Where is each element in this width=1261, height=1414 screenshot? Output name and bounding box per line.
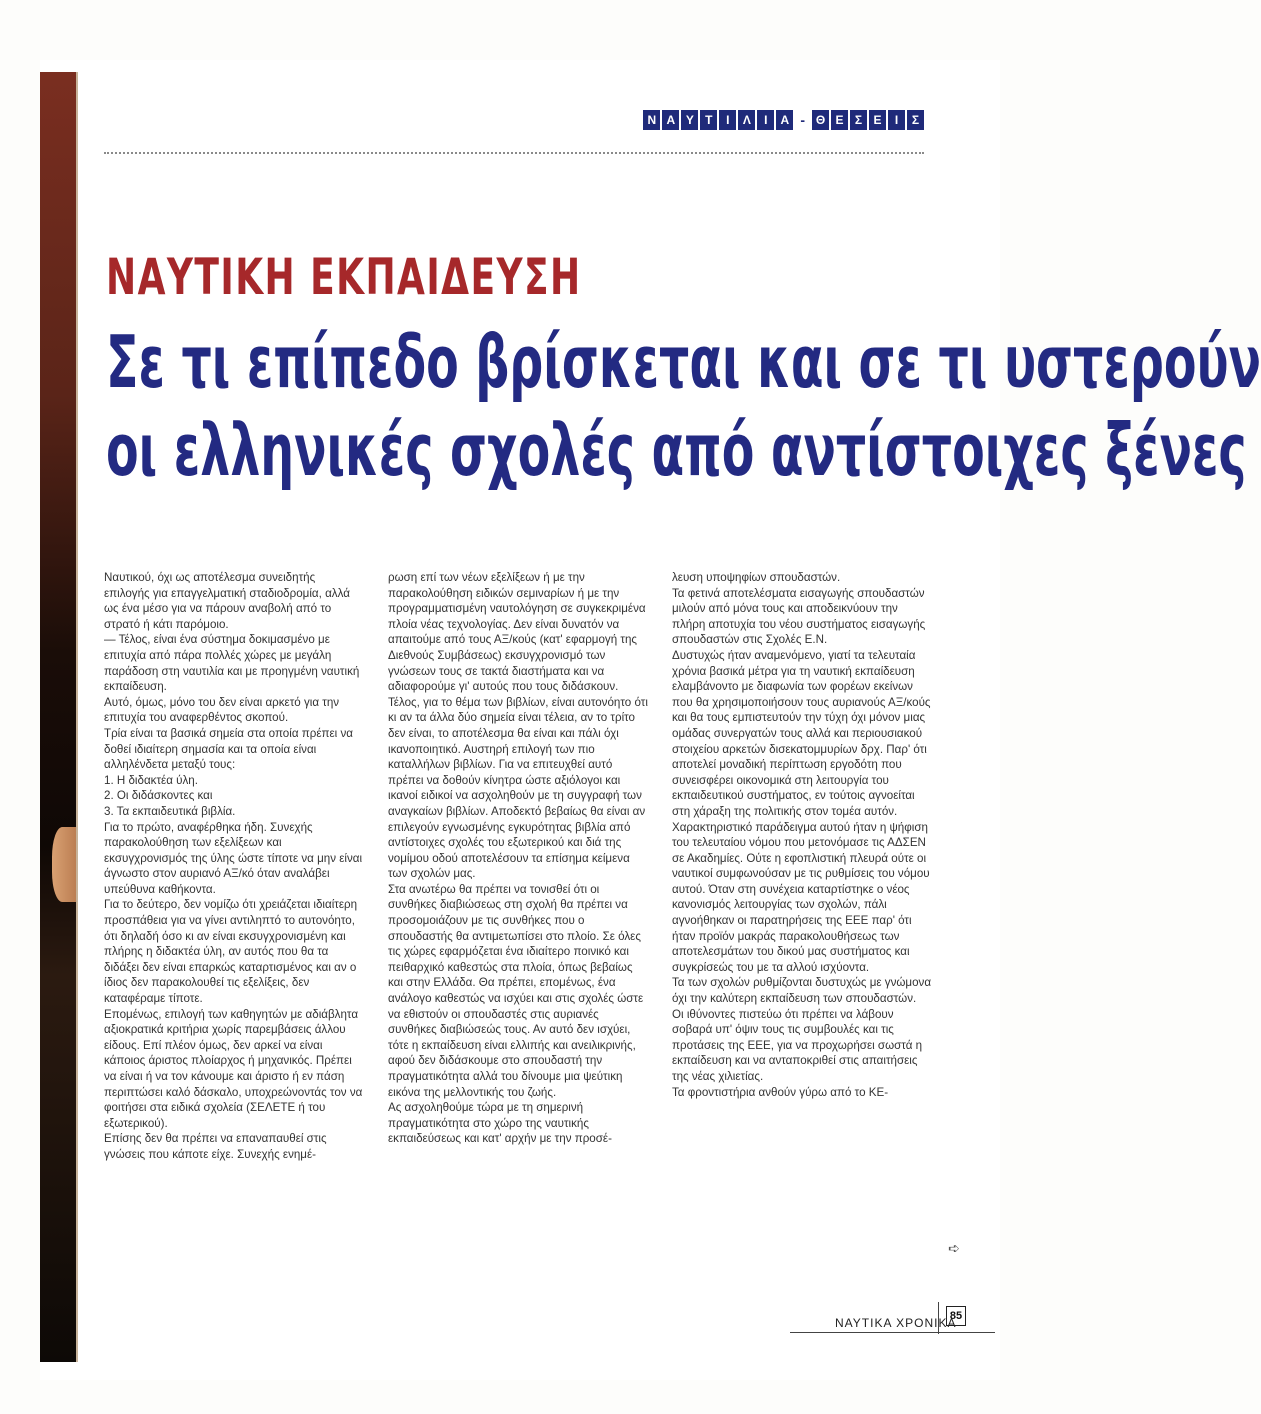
section-left-letter: Α [776, 110, 793, 130]
headline [106, 318, 1261, 494]
footer [760, 1300, 995, 1330]
paragraph: Στα ανωτέρω θα πρέπει να τονισθεί ότι οι συνθήκες διαβιώσεως στη σχολή θα πρέπει να προσομοιάζουν με τις συνθήκες που ο σπουδαστής θα αντιμετωπίσει στο πλοίο. Σε όλες τις χώρες εφαρμόζεται ένα ιδιαίτερο ποινικό και πειθαρχικό καθεστώς στα πλοία, όπως βεβαίως και στην Ελλάδα. Θα πρέπει, επομένως, ένα ανάλογο καθεστώς να ισχύει και στις σχολές ώστε να εθιστούν οι σπουδαστές στις αυριανές συνθήκες διαβιώσεώς τους. Αν αυτό δεν ισχύει, τότε η εκπαίδευση είναι ελλιπής και ανειλικρινής, αφού δεν διδάσκουμε στο σπουδαστή την πραγματικότητα αλλά του δίνουμε μια ψεύτικη εικόνα της μελλοντικής του ζωής. [388, 882, 644, 1099]
column-2 [388, 570, 648, 1275]
paragraph: Οι ιθύνοντες πιστεύω ότι πρέπει να λάβουν σοβαρά υπ' όψιν τους τις συμβουλές και τις προτάσεις της ΕΕΕ, για να προχωρήσει σωστά η εκπαίδευση και να ανταποκριθεί στις απαιτήσεις της νέας χιλιετίας. [672, 1007, 923, 1083]
dotted-rule [104, 152, 924, 154]
paragraph: Για το πρώτο, αναφέρθηκα ήδη. Συνεχής παρακολούθηση των εξελίξεων και εκσυγχρονισμός της ύλης ώστε τίποτε να μην είναι άγνωστο στον αυριανό ΑΞ/κό όταν αναλάβει υπεύθυνα καθήκοντα. [104, 820, 363, 896]
paragraph: Χαρακτηριστικό παράδειγμα αυτού ήταν η ψήφιση του τελευταίου νόμου που μετονόμασε τις ΑΔΣΕΝ σε Ακαδημίες. Ούτε η εφοπλιστική πλευρά ούτε οι ναυτικοί συμφωνούσαν με τις ρυθμίσεις του νόμου αυτού. Όταν στη συνέχεια καταρτίστηκε ο νέος κανονισμός λειτουργίας των σχολών, πάλι αγνοήθηκαν οι παρατηρήσεις της ΕΕΕ παρ' ότι ήταν προϊόν μακράς παρακολουθήσεως των αποτελεσμάτων του δικού μας συστήματος και συγκρίσεώς του με τα αλλού ισχύοντα. [672, 820, 930, 974]
paragraph: Ναυτικού, όχι ως αποτέλεσμα συνειδητής επιλογής για επαγγελματική σταδιοδρομία, αλλά ως ένα μέσο για να πάρουν αναβολή από το στρατό ή κάτι παρόμοιο. [104, 571, 350, 631]
section-right-letter: Σ [907, 110, 924, 130]
paragraph: Επομένως, επιλογή των καθηγητών με αδιάβλητα αξιοκρατικά κριτήρια χωρίς παρεμβάσεις άλλου είδους. Επί πλέον όμως, δεν αρκεί να είναι κάποιος άριστος πλοίαρχος ή μηχανικός. Πρέπει να είναι ή να τον κάνουμε και άριστο ή εν πάση περιπτώσει καλό δάσκαλο, υποχρεώνοντάς τον να φοιτήσει στα ειδικά σχολεία (ΣΕΛΕΤΕ ή του εξωτερικού). [104, 1007, 363, 1130]
column-3 [672, 570, 932, 1275]
paragraph: 2. Οι διδάσκοντες και [104, 789, 213, 803]
paragraph: Δυστυχώς ήταν αναμενόμενο, γιατί τα τελευταία χρόνια βασικά μέτρα για τη ναυτική εκπαίδευση ελαμβάνοντο με διαφωνία των φορέων εκείνων που θα χρησιμοποιήσουν τους αυριανούς ΑΞ/κούς και θα τους εμπιστευτούν την τύχη όχι μόνον μιας ομάδας συνεργατών τους αλλά και περιουσιακού στοιχείου αρκετών δισεκατομμυρίων δρχ. Παρ' ότι αποτελεί μοναδική περίπτωση εργοδότη που συνεισφέρει οικονομικά στη λειτουργία του εκπαιδευτικού συστήματος, εν τούτοις αγνοείται στη χάραξη της πολιτικής στον τομέα αυτόν. [672, 648, 931, 818]
section-left-letter: Τ [700, 110, 717, 130]
section-right-letter: Ι [888, 110, 905, 130]
paragraph: Τα των σχολών ρυθμίζονται δυστυχώς με γνώμονα όχι την καλύτερη εκπαίδευση των σπουδαστών. [672, 976, 932, 1006]
section-left-letter: Υ [681, 110, 698, 130]
page-number: 85 [946, 1306, 966, 1326]
footer-divider [938, 1302, 939, 1334]
paragraph: Αυτό, όμως, μόνο του δεν είναι αρκετό για την επιτυχία του αναφερθέντος σκοπού. [104, 695, 340, 725]
paragraph: 1. Η διδακτέα ύλη. [104, 773, 198, 787]
section-left-letter: Ι [757, 110, 774, 130]
photo-edge [76, 72, 78, 1362]
article-body [104, 570, 932, 1275]
section-right-letter: Θ [812, 110, 829, 130]
section-left-letter: Α [662, 110, 679, 130]
section-left-letter: Ν [643, 110, 660, 130]
paragraph: Για το δεύτερο, δεν νομίζω ότι χρειάζεται ιδιαίτερη προσπάθεια για να γίνει αντιληπτό το αυτονόητο, ότι δηλαδή όσο κι αν είναι εκσυγχρονισμένη και πλήρης η διδακτέα ύλη, αν αυτός που θα τα διδάξει δεν είναι επαρκώς καταρτισμένος και αν ο ίδιος δεν παρακολουθεί τις εξελίξεις, δεν καταφέραμε τίποτε. [104, 898, 358, 1006]
paragraph: 3. Τα εκπαιδευτικά βιβλία. [104, 804, 236, 818]
column-1 [104, 570, 364, 1275]
paragraph: Επίσης δεν θα πρέπει να επαναπαυθεί στις γνώσεις που κάποτε είχε. Συνεχής ενημέ- [104, 1132, 327, 1161]
paragraph: Τέλος, για το θέμα των βιβλίων, είναι αυτονόητο ότι κι αν τα άλλα δύο σημεία είναι τέλεια, αν το τρίτο δεν είναι, το αποτέλεσμα θα είναι και πάλι όχι ικανοποιητικό. Αυστηρή επιλογή των πιο καταλλήλων βιβλίων. Για να επιτευχθεί αυτό πρέπει να δοθούν κίνητρα ώστε αξιόλογοι και ικανοί ειδικοί να ασχοληθούν με τη συγγραφή των αναγκαίων βιβλίων. Αποδεκτό βεβαίως θα είναι αν επιλεγούν εγνωσμένης εγκυρότητας βιβλία από αντίστοιχες σχολές του εξωτερικού και διά της νομίμου οδού αποτελέσουν τα επίσημα κείμενα των σχολών μας. [388, 695, 648, 881]
section-separator: - [800, 112, 805, 128]
paragraph: λευση υποψηφίων σπουδαστών. [672, 571, 841, 584]
paragraph: Τρία είναι τα βασικά σημεία στα οποία πρέπει να δοθεί ιδιαίτερη σημασία και τα οποία είναι αλληλένδετα μεταξύ τους: [104, 726, 353, 772]
paragraph: Τα φετινά αποτελέσματα εισαγωγής σπουδαστών μιλούν από μόνα τους και αποδεικνύουν την πλήρη αποτυχία του νέου συστήματος εισαγωγής σπουδαστών στις Σχολές Ε.Ν. [672, 586, 926, 647]
headline-line-2: οι ελληνικές σχολές από αντίστοιχες ξένες [106, 408, 1247, 492]
section-left-letter: Ι [719, 110, 736, 130]
footer-rule [790, 1332, 995, 1333]
photo-strip [40, 72, 78, 1362]
hand-photo-detail [52, 827, 78, 902]
section-right-letter: Ε [831, 110, 848, 130]
section-right-letter: Σ [850, 110, 867, 130]
paragraph: Τα φροντιστήρια ανθούν γύρω από το ΚΕ- [672, 1085, 889, 1099]
magazine-name: ΝΑΥΤΙΚΑ ΧΡΟΝΙΚΑ [835, 1316, 957, 1330]
kicker: ΝΑΥΤΙΚΗ ΕΚΠΑΙΔΕΥΣΗ [106, 248, 582, 306]
headline-line-1: Σε τι επίπεδο βρίσκεται και σε τι υστερούν [106, 320, 1261, 404]
continue-arrow-icon: ➪ [948, 1240, 960, 1256]
section-label-right [812, 110, 924, 130]
section-right-letter: Ε [869, 110, 886, 130]
section-label-left [643, 110, 793, 130]
section-left-letter: Λ [738, 110, 755, 130]
paragraph: ρωση επί των νέων εξελίξεων ή με την παρακολούθηση ειδικών σεμιναρίων ή με την προγραμματισμένη ναυτολόγηση σε συγκεκριμένα πλοία νέας τεχνολογίας. Δεν είναι δυνατόν να απαιτούμε από τους ΑΞ/κούς (κατ' εφαρμογή της Διεθνούς Συμβάσεως) εκσυγχρονισμό των γνώσεων τους σε τακτά διαστήματα και να αδιαφορούμε γι' αυτούς που τους διδάσκουν. [388, 571, 646, 694]
section-label [643, 110, 924, 130]
paragraph: — Τέλος, είναι ένα σύστημα δοκιμασμένο με επιτυχία από πάρα πολλές χώρες με μεγάλη παράδοση στη ναυτιλία και με προηγμένη ναυτική εκπαίδευση. [104, 633, 360, 694]
paragraph: Ας ασχοληθούμε τώρα με τη σημερινή πραγματικότητα στο χώρο της ναυτικής εκπαιδεύσεως και κατ' αρχήν με την προσέ- [388, 1101, 612, 1146]
